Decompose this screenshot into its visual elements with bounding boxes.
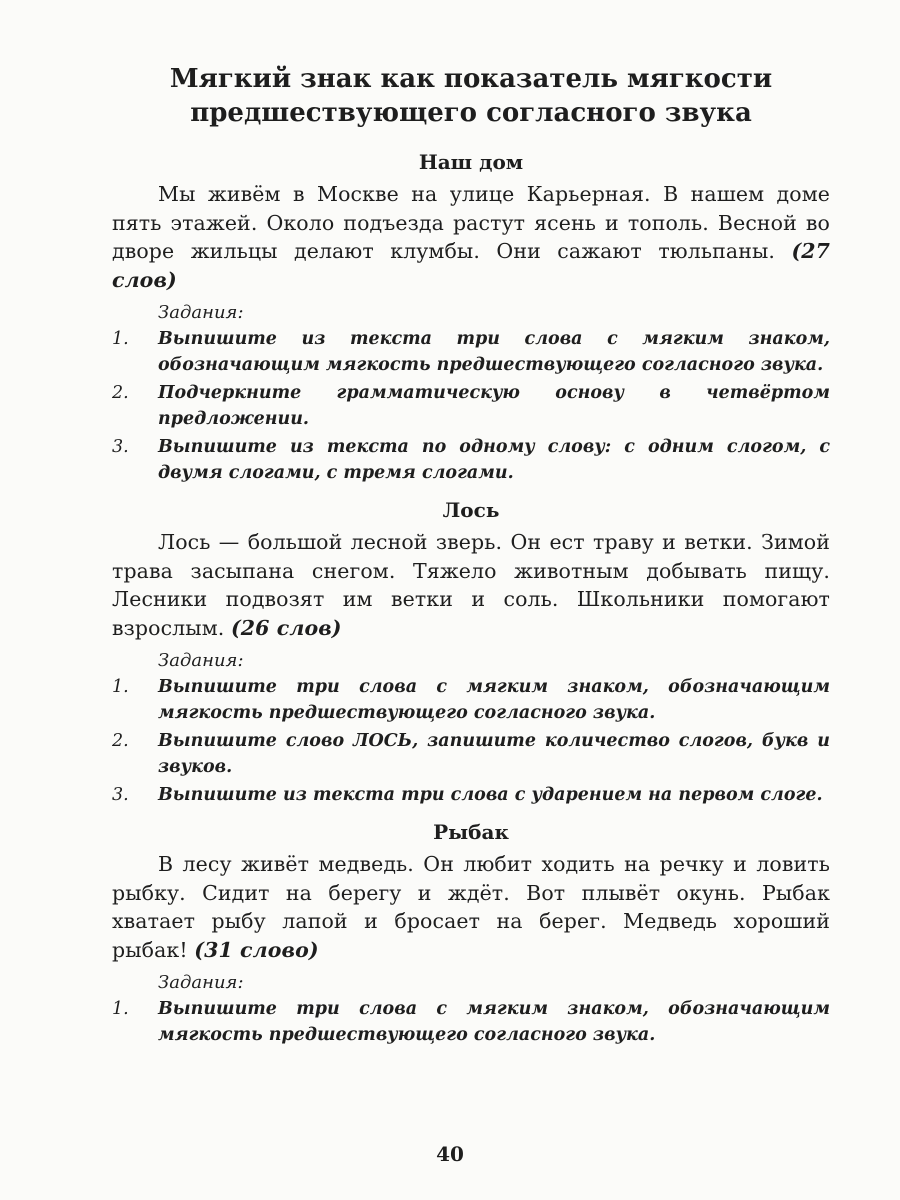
text-body-content: Мы живём в Москве на улице Карьерная. В нашем доме пять этажей. Около подъезда растут ясень и тополь. Весной во дворе жильцы делают клумбы. Они сажают тюльпаны. [112,182,830,263]
task-number: 1. [112,999,129,1019]
task-number: 1. [112,677,129,697]
task-item [112,996,830,1048]
task-item [112,434,830,486]
text-body-content: В лесу живёт медведь. Он любит ходить на речку и ловить рыбку. Сидит на берегу и ждёт. Вот плывёт окунь. Рыбак хватает рыбу лапой и бросает на берег. Медведь хороший рыбак! [112,852,830,962]
text-section-los [112,496,830,808]
task-list [112,674,830,808]
text-body-content: Лось — большой лесной зверь. Он ест траву и ветки. Зимой трава засыпана снегом. Тяжело животным добывать пищу. Лесники подвозят им ветки и соль. Школьники помогают взрослым. [112,530,830,640]
text-title: Рыбак [433,820,509,844]
page-content [112,62,830,1058]
task-number: 1. [112,329,129,349]
task-text: Выпишите из текста три слова с ударением на первом слоге. [158,785,823,805]
task-text: Выпишите из текста по одному слову: с одним слогом, с двумя слогами, с тремя слогами. [158,437,830,483]
page-title-line-2: предшествующего согласного звука [190,98,752,128]
tasks-label: Задания: [158,650,244,671]
page-number: 40 [436,1142,464,1166]
task-number: 2. [112,383,129,403]
word-count: (31 слово) [194,937,319,962]
text-section-nash-dom [112,148,830,486]
page-title [112,62,830,130]
word-count: (26 слов) [231,615,342,640]
task-text: Выпишите три слова с мягким знаком, обозначающим мягкость предшествующего согласного звука. [158,999,830,1045]
text-body [112,528,830,642]
task-list [112,996,830,1048]
word-count: (27 слов) [112,239,830,292]
text-title: Лось [442,498,500,522]
task-number: 2. [112,731,129,751]
text-title: Наш дом [418,150,524,174]
task-text: Выпишите слово ЛОСЬ, запишите количество слогов, букв и звуков. [158,731,830,777]
task-item [112,728,830,780]
task-number: 3. [112,437,129,457]
task-item [112,782,830,808]
tasks-label: Задания: [158,972,244,993]
page-title-line-1: Мягкий знак как показатель мягкости [169,64,773,94]
task-list [112,326,830,486]
tasks-label: Задания: [158,302,244,323]
task-text: Выпишите из текста три слова с мягким знаком, обозначающим мягкость предшествующего согласного звука. [158,329,830,375]
task-text: Подчеркните грамматическую основу в четвёртом предложении. [158,383,830,429]
text-body [112,850,830,964]
task-text: Выпишите три слова с мягким знаком, обозначающим мягкость предшествующего согласного звука. [158,677,830,723]
task-number: 3. [112,785,129,805]
task-item [112,380,830,432]
text-section-rybak [112,818,830,1048]
text-body [112,180,830,294]
task-item [112,674,830,726]
task-item [112,326,830,378]
